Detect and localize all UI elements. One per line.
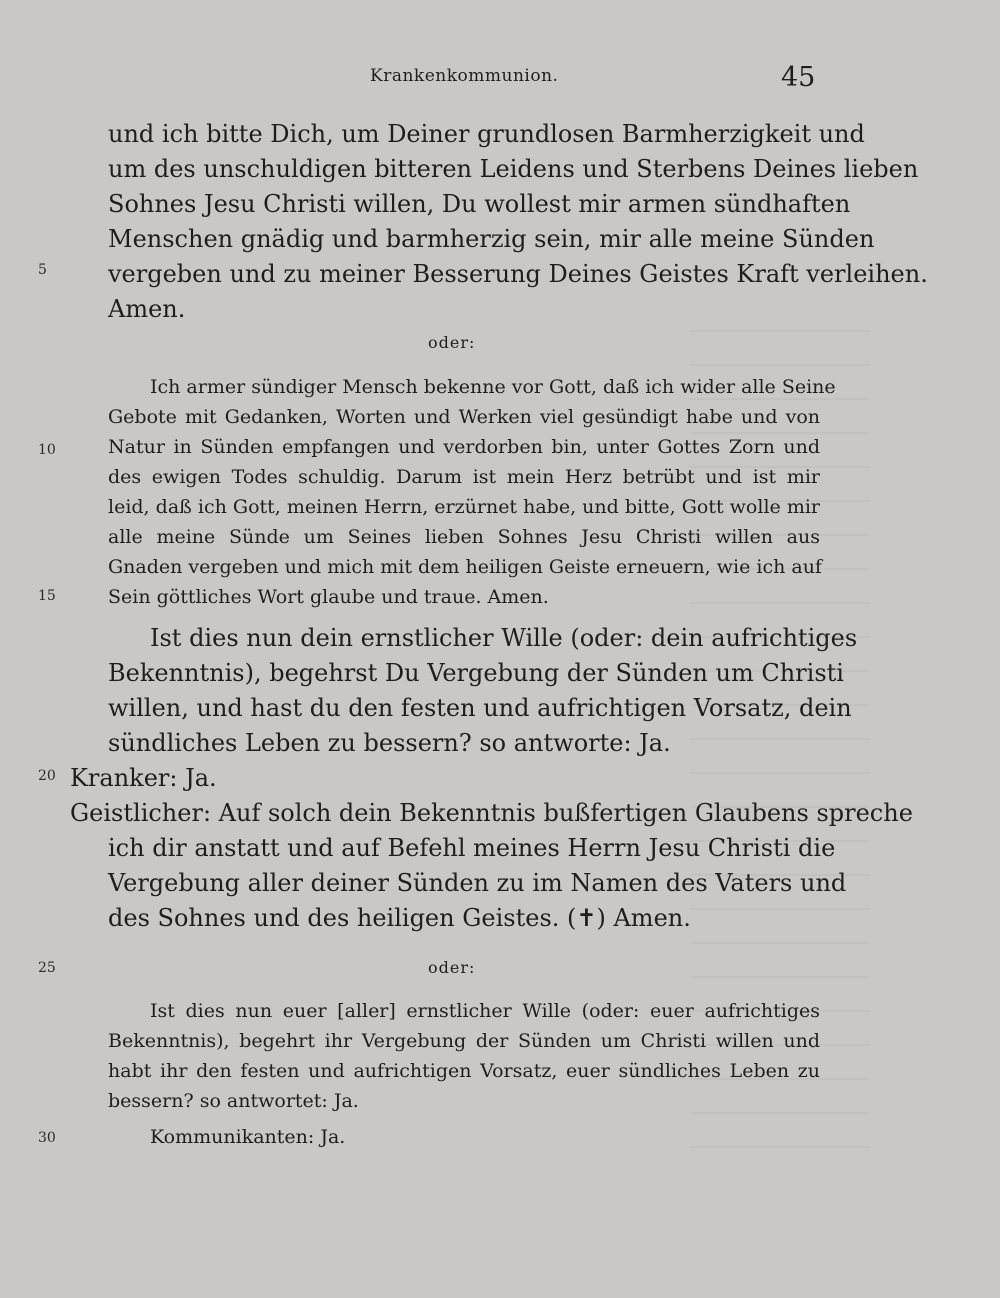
text-line: alle meine Sünde um Seines lieben Sohnes Jesu Christi willen aus: [108, 526, 820, 548]
line-number: 5: [38, 262, 47, 278]
text-line: Vergebung aller deiner Sünden zu im Namen des Vaters und: [108, 869, 847, 897]
text-line: ich dir anstatt und auf Befehl meines Herrn Jesu Christi die: [108, 834, 836, 862]
text-line: des ewigen Todes schuldig. Darum ist mein Herz betrübt und ist mir: [108, 466, 820, 488]
text-line: Geistlicher: Auf solch dein Bekenntnis bußfertigen Glaubens spreche: [70, 799, 913, 827]
text-line: des Sohnes und des heiligen Geistes. (✝) Amen.: [108, 904, 691, 932]
speaker-line-kommunikanten: Kommunikanten: Ja.: [150, 1126, 346, 1148]
line-number: 15: [38, 588, 56, 604]
text-line: Gebote mit Gedanken, Worten und Werken viel gesündigt habe und von: [108, 406, 820, 428]
text-line: Sohnes Jesu Christi willen, Du wollest mir armen sündhaften: [108, 190, 851, 218]
text-line: Gnaden vergeben und mich mit dem heiligen Geiste erneuern, wie ich auf: [108, 556, 822, 578]
text-line: willen, und hast du den festen und aufrichtigen Vorsatz, dein: [108, 694, 852, 722]
text-line: Ich armer sündiger Mensch bekenne vor Gott, daß ich wider alle Seine: [150, 376, 836, 398]
rubric-oder: oder:: [428, 333, 476, 352]
text-line: Ist dies nun euer [aller] ernstlicher Wille (oder: euer aufrichtiges: [150, 1000, 820, 1022]
text-line: habt ihr den festen und aufrichtigen Vorsatz, euer sündliches Leben zu: [108, 1060, 820, 1082]
text-line: um des unschuldigen bitteren Leidens und Sterbens Deines lieben: [108, 155, 919, 183]
text-line: Menschen gnädig und barmherzig sein, mir alle meine Sünden: [108, 225, 875, 253]
line-number: 20: [38, 768, 56, 784]
text-line: Ist dies nun dein ernstlicher Wille (oder: dein aufrichtiges: [150, 624, 858, 652]
text-line: Bekenntnis), begehrt ihr Vergebung der Sünden um Christi willen und: [108, 1030, 820, 1052]
text-line: bessern? so antwortet: Ja.: [108, 1090, 359, 1112]
text-line: vergeben und zu meiner Besserung Deines Geistes Kraft verleihen.: [108, 260, 928, 288]
line-number: 25: [38, 960, 56, 976]
rubric-oder: oder:: [428, 958, 476, 977]
text-line: Natur in Sünden empfangen und verdorben bin, unter Gottes Zorn und: [108, 436, 820, 458]
line-number: 30: [38, 1130, 56, 1146]
text-line: sündliches Leben zu bessern? so antworte: Ja.: [108, 729, 671, 757]
text-line: Amen.: [108, 295, 186, 323]
line-number: 10: [38, 442, 56, 458]
text-line: Bekenntnis), begehrst Du Vergebung der Sünden um Christi: [108, 659, 844, 687]
text-line: und ich bitte Dich, um Deiner grundlosen Barmherzigkeit und: [108, 120, 865, 148]
text-line: leid, daß ich Gott, meinen Herrn, erzürnet habe, und bitte, Gott wolle mir: [108, 496, 820, 518]
speaker-line-kranker: Kranker: Ja.: [70, 764, 217, 792]
text-line: Sein göttliches Wort glaube und traue. Amen.: [108, 586, 549, 608]
running-title: Krankenkommunion.: [370, 66, 559, 86]
page-number: 45: [781, 62, 816, 93]
